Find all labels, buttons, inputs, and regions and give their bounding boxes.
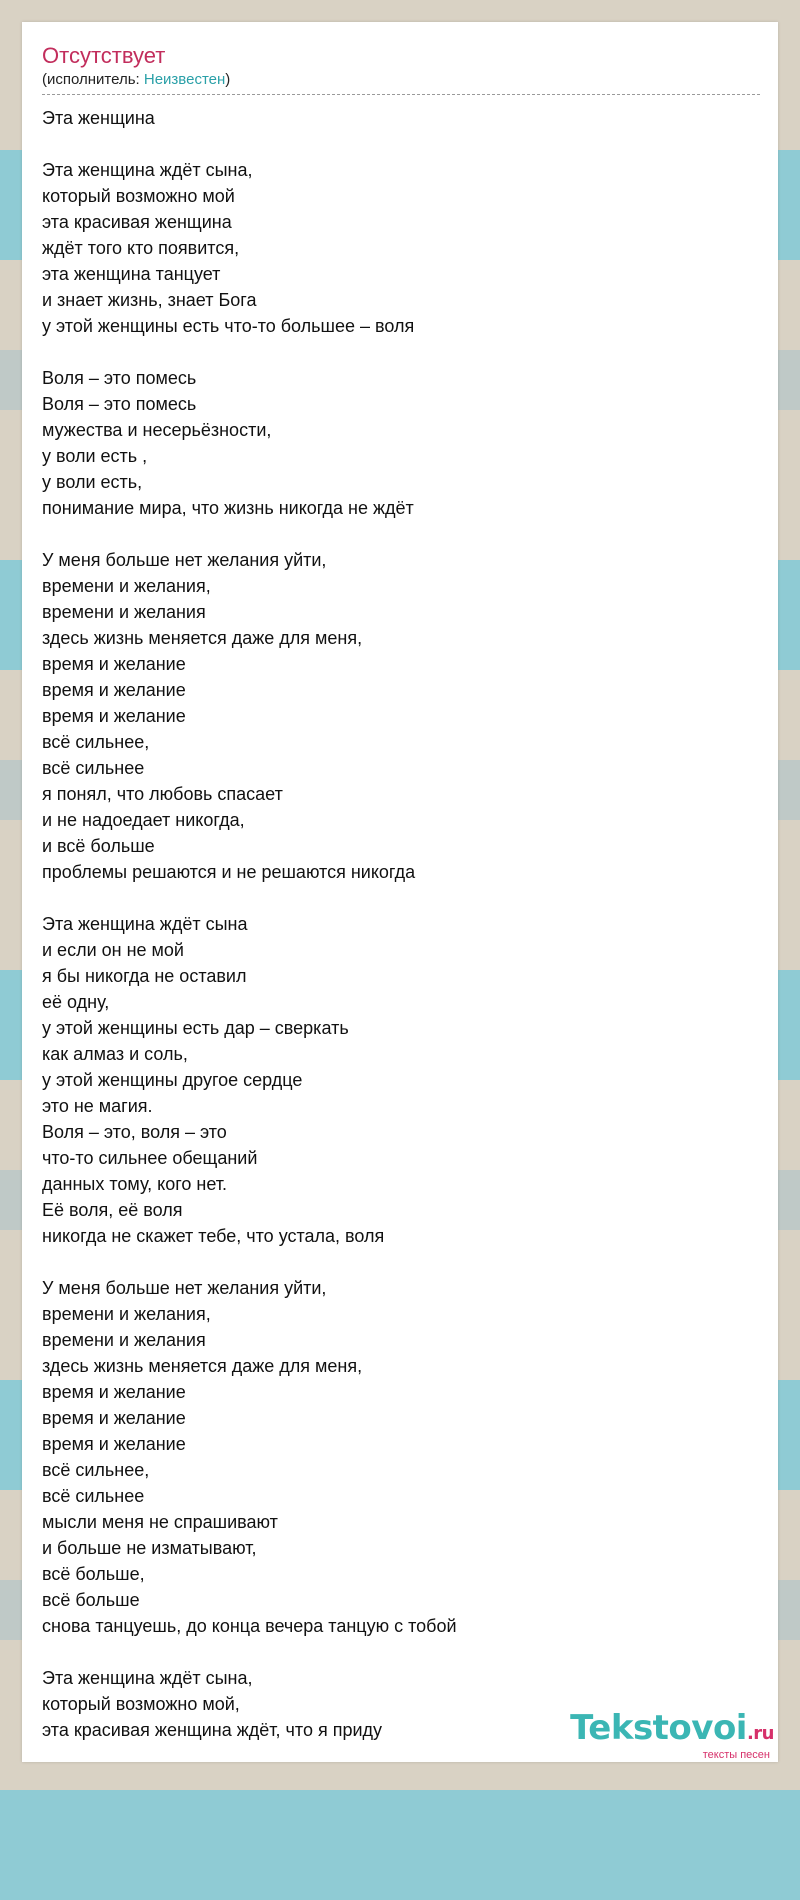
lyric-line: время и желание xyxy=(42,1408,186,1428)
lyric-line: у воли есть , xyxy=(42,446,148,466)
lyric-line: мужества и несерьёзности, xyxy=(42,420,272,440)
lyrics-card xyxy=(22,22,778,1762)
song-title: Отсутствует xyxy=(42,43,166,68)
lyrics-text xyxy=(42,105,758,1743)
lyric-line: мысли меня не спрашивают xyxy=(42,1512,278,1532)
lyric-line: У меня больше нет желания уйти, xyxy=(42,550,327,570)
stanza-break xyxy=(42,1639,758,1665)
lyric-line: данных тому, кого нет. xyxy=(42,1174,228,1194)
lyric-line: эта женщина танцует xyxy=(42,264,221,284)
lyric-line: эта красивая женщина xyxy=(42,212,232,232)
stanza-break xyxy=(42,339,758,365)
lyric-line: времени и желания xyxy=(42,602,206,622)
lyric-line: У меня больше нет желания уйти, xyxy=(42,1278,327,1298)
logo-main: Tekstovoi xyxy=(570,1708,747,1748)
lyric-line: время и желание xyxy=(42,654,186,674)
lyric-line: времени и желания xyxy=(42,1330,206,1350)
lyric-line: здесь жизнь меняется даже для меня, xyxy=(42,628,363,648)
lyric-line: и больше не изматывают, xyxy=(42,1538,257,1558)
lyric-line: время и желание xyxy=(42,1382,186,1402)
lyric-line: времени и желания, xyxy=(42,576,211,596)
lyric-line: я бы никогда не оставил xyxy=(42,966,247,986)
logo-tagline: тексты песен xyxy=(702,1749,770,1761)
lyric-line: это не магия. xyxy=(42,1096,153,1116)
lyric-line: Эта женщина ждёт сына, xyxy=(42,1668,253,1688)
lyric-line: времени и желания, xyxy=(42,1304,211,1324)
stanza-break xyxy=(42,131,758,157)
lyric-line: у этой женщины есть дар – сверкать xyxy=(42,1018,349,1038)
lyric-line: время и желание xyxy=(42,1434,186,1454)
lyric-line: всё сильнее, xyxy=(42,732,150,752)
lyric-line: понимание мира, что жизнь никогда не ждёт xyxy=(42,498,414,518)
lyric-line: у этой женщины другое сердце xyxy=(42,1070,303,1090)
artist-line xyxy=(42,70,758,90)
lyric-line: Воля – это, воля – это xyxy=(42,1122,227,1142)
lyric-line: Эта женщина ждёт сына, xyxy=(42,160,253,180)
lyric-line: и всё больше xyxy=(42,836,155,856)
lyric-line: Воля – это помесь xyxy=(42,368,197,388)
logo-text xyxy=(570,1710,774,1752)
lyric-line: что-то сильнее обещаний xyxy=(42,1148,258,1168)
divider xyxy=(42,94,760,95)
lyric-line: Эта женщина ждёт сына xyxy=(42,914,248,934)
site-logo[interactable] xyxy=(570,1710,774,1761)
lyric-line: и знает жизнь, знает Бога xyxy=(42,290,257,310)
lyric-line: который возможно мой xyxy=(42,186,235,206)
lyric-line: всё сильнее xyxy=(42,1486,145,1506)
lyric-line: всё сильнее, xyxy=(42,1460,150,1480)
lyric-line: проблемы решаются и не решаются никогда xyxy=(42,862,416,882)
lyric-line: и не надоедает никогда, xyxy=(42,810,245,830)
lyric-line: всё больше xyxy=(42,1590,140,1610)
lyric-line: у этой женщины есть что-то большее – воля xyxy=(42,316,415,336)
artist-prefix: (исполнитель: xyxy=(42,71,144,88)
lyric-line: снова танцуешь, до конца вечера танцую с тобой xyxy=(42,1616,457,1636)
lyric-line: и если он не мой xyxy=(42,940,184,960)
lyric-line: никогда не скажет тебе, что устала, воля xyxy=(42,1226,385,1246)
lyric-line: эта красивая женщина ждёт, что я приду xyxy=(42,1720,383,1740)
lyric-line: всё сильнее xyxy=(42,758,145,778)
stanza-break xyxy=(42,1249,758,1275)
lyric-line: как алмаз и соль, xyxy=(42,1044,188,1064)
lyric-line: всё больше, xyxy=(42,1564,145,1584)
bg-stripe xyxy=(0,1790,800,1900)
lyric-line: я понял, что любовь спасает xyxy=(42,784,283,804)
lyric-line: время и желание xyxy=(42,680,186,700)
lyric-line: её одну, xyxy=(42,992,110,1012)
artist-suffix: ) xyxy=(225,71,231,88)
lyric-line: Её воля, её воля xyxy=(42,1200,183,1220)
stanza-break xyxy=(42,885,758,911)
logo-tld: .ru xyxy=(746,1723,774,1744)
lyric-line: Эта женщина xyxy=(42,108,155,128)
lyric-line: у воли есть, xyxy=(42,472,143,492)
lyric-line: который возможно мой, xyxy=(42,1694,240,1714)
lyric-line: время и желание xyxy=(42,706,186,726)
lyric-line: Воля – это помесь xyxy=(42,394,197,414)
lyric-line: ждёт того кто появится, xyxy=(42,238,240,258)
stanza-break xyxy=(42,521,758,547)
artist-link[interactable]: Неизвестен xyxy=(143,71,226,88)
lyric-line: здесь жизнь меняется даже для меня, xyxy=(42,1356,363,1376)
